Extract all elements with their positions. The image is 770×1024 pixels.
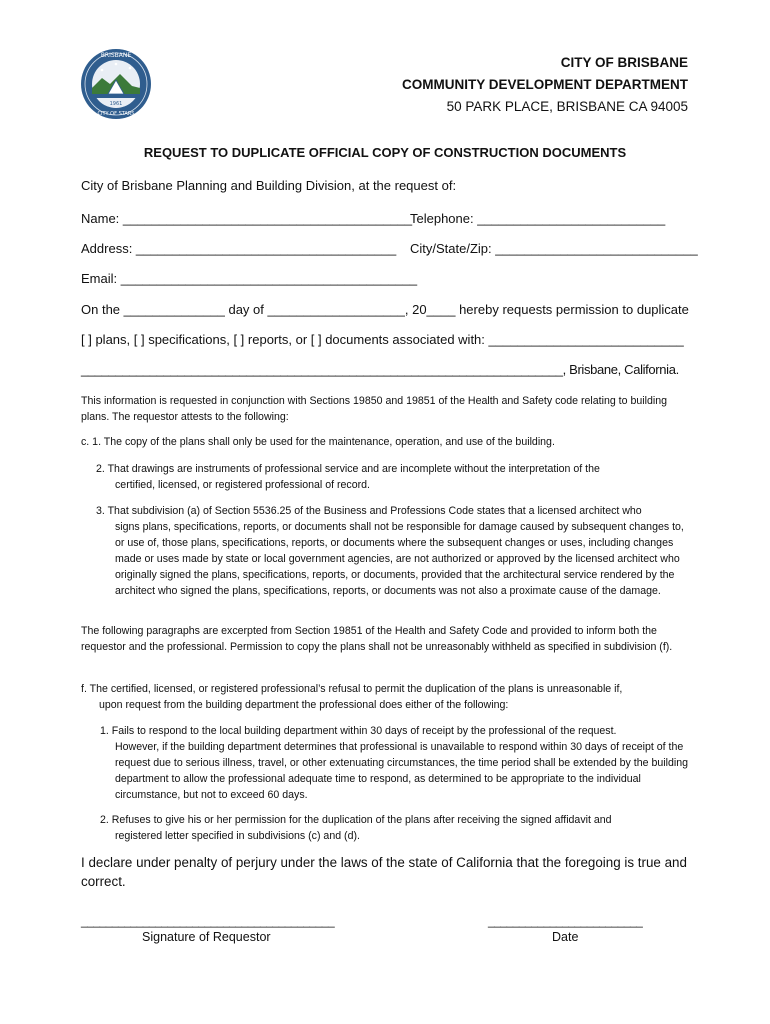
seal-top-text: BRISBANE <box>100 52 132 59</box>
email-field[interactable]: Email: _________________________________________ <box>81 271 418 286</box>
project-location-field[interactable]: ______________________________________________________________________, Brisbane, California. <box>81 362 679 377</box>
item-f2-line1: 2. Refuses to give his or her permission for the duplication of the plans after receiving the signed affidavit and <box>100 814 612 826</box>
item-f1-line1: 1. Fails to respond to the local building department within 30 days of receipt by the professional of the request. <box>100 725 617 737</box>
item-c3-rest: signs plans, specifications, reports, or documents shall not be responsible for damage caused by subsequent changes to, or use of, those plans, specifications, reports, or documents where the subsequent changes or uses, including changes made or uses made by state or local government agencies, are not authorized or approved by the licensed architect who originally signed the plans, specifications, reports, or documents, provided that the architectural service rendered by the architect who signed the plans, specifications, reports, or documents was not also a proximate cause of the damage. <box>115 521 684 597</box>
city-state-zip-field[interactable]: City/State/Zip: ____________________________ <box>410 241 698 256</box>
item-c2-line1: 2. That drawings are instruments of professional service and are incomplete without the interpretation of the <box>96 463 600 475</box>
item-c2-line2: certified, licensed, or registered professional of record. <box>115 479 370 491</box>
signature-label: Signature of Requestor <box>142 930 271 944</box>
item-f-line1: f. The certified, licensed, or registered professional’s refusal to permit the duplication of the plans is unreasonable if, <box>81 683 623 695</box>
signature-line[interactable]: _________________________________________ <box>81 914 335 928</box>
header-city: CITY OF BRISBANE <box>560 55 688 70</box>
document-title: REQUEST TO DUPLICATE OFFICIAL COPY OF CONSTRUCTION DOCUMENTS <box>143 145 627 160</box>
telephone-field[interactable]: Telephone: __________________________ <box>410 211 666 226</box>
intro-text: City of Brisbane Planning and Building Division, at the request of: <box>81 178 457 193</box>
seal-bottom-text: CITY OF STARS <box>97 111 135 117</box>
item-f-line2: upon request from the building department the professional does either of the following: <box>99 699 509 711</box>
item-c3-line1: 3. That subdivision (a) of Section 5536.25 of the Business and Professions Code states that a licensed architect who <box>96 505 642 517</box>
paragraph-intro: This information is requested in conjunction with Sections 19850 and 19851 of the Health and Safety code relating to building plans. The requestor attests to the following: <box>81 395 667 423</box>
address-field[interactable]: Address: ____________________________________ <box>81 241 397 256</box>
date-line[interactable]: _________________________ <box>488 914 643 928</box>
date-label: Date <box>552 930 579 944</box>
item-c1: c. 1. The copy of the plans shall only be used for the maintenance, operation, and use of the building. <box>81 436 555 448</box>
item-f1-rest: However, if the building department determines that professional is unavailable to respond within 30 days of receipt of the request due to serious illness, travel, or other extenuating circumstances, the time period shall be extended by the building department to allow the professional adequate time to respond, as determined to be appropriate to the individual circumstance, but not to exceed 60 days. <box>115 741 688 801</box>
document-type-checkboxes[interactable]: [ ] plans, [ ] specifications, [ ] reports, or [ ] documents associated with: ___________________________ <box>81 332 684 347</box>
header-address: 50 PARK PLACE, BRISBANE CA 94005 <box>446 99 688 114</box>
item-f2-line2: registered letter specified in subdivisions (c) and (d). <box>115 830 360 842</box>
date-request-field[interactable]: On the ______________ day of ___________________, 20____ hereby requests permission to duplicate <box>81 302 689 317</box>
header-department: COMMUNITY DEVELOPMENT DEPARTMENT <box>401 77 688 92</box>
paragraph-19851: The following paragraphs are excerpted from Section 19851 of the Health and Safety Code and provided to inform both the requestor and the professional. Permission to copy the plans shall not be unreasonably withheld as specified in subdivision (f). <box>81 625 673 653</box>
name-field[interactable]: Name: ________________________________________ <box>81 211 413 226</box>
perjury-declaration: I declare under penalty of perjury under the laws of the state of California that the foregoing is true and correct. <box>81 855 687 889</box>
city-seal-icon <box>80 48 152 120</box>
seal-year: 1961 <box>109 101 123 107</box>
